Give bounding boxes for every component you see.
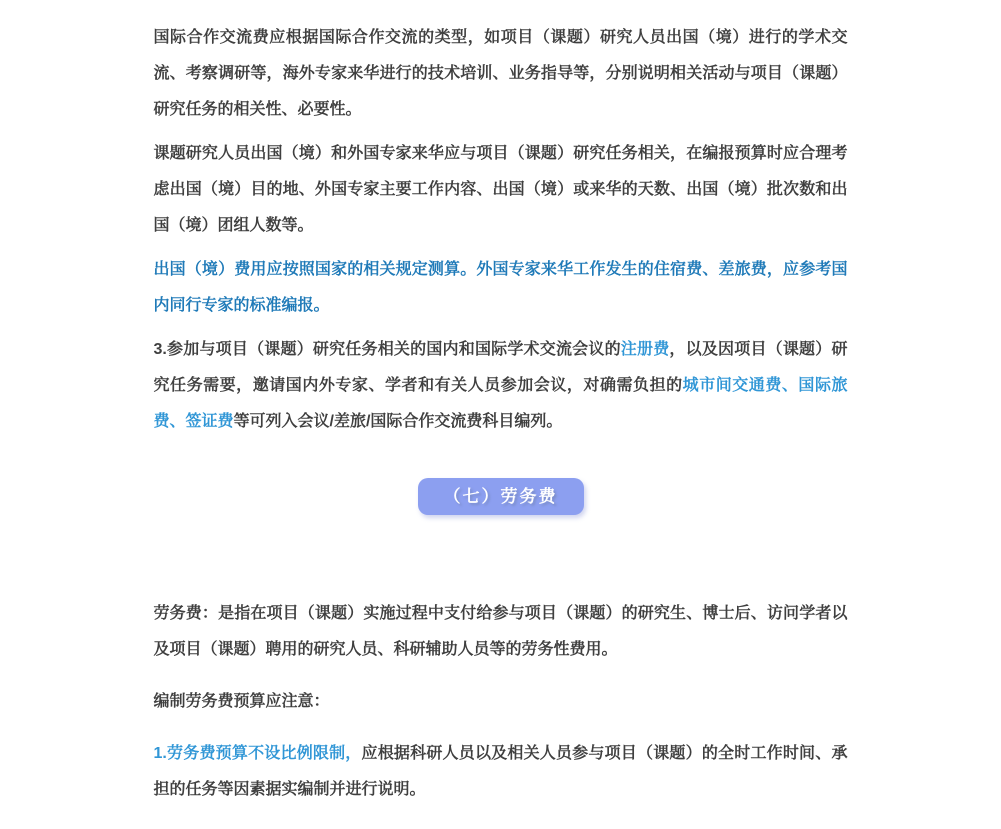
paragraph-abroad-relevance xyxy=(154,136,848,244)
text-segment: 应根据科研人员以及相关人员参与项目（课题）的全时工作时间、承担的任务等因素据实编制并进行说明。 xyxy=(153,745,848,798)
text-segment: 国际合作交流费应根据国际合作交流的类型，如项目（课题）研究人员出国（境）进行的学术交流、考察调研等，海外专家来华进行的技术培训、业务指导等，分别说明相关活动与项目（课题）研究任务的相关性、必要性。 xyxy=(153,29,848,118)
article-content xyxy=(154,0,848,808)
paragraph-labor-fee-definition xyxy=(154,596,848,668)
text-segment: 3.参加与项目（课题）研究任务相关的国内和国际学术交流会议的 xyxy=(153,341,621,358)
highlight-segment: 城市间交通费、国际旅费、签证费 xyxy=(153,377,848,430)
highlight-segment: 出国（境）费用应按照国家的相关规定测算。外国专家来华工作发生的住宿费、差旅费，应参考国内同行专家的标准编报。 xyxy=(153,261,848,314)
section-badge-labor-fee: （七）劳务费 xyxy=(418,478,584,515)
paragraph-intl-coop-types xyxy=(154,20,848,128)
text-segment: 劳务费：是指在项目（课题）实施过程中支付给参与项目（课题）的研究生、博士后、访问学者以及项目（课题）聘用的研究人员、科研辅助人员等的劳务性费用。 xyxy=(153,605,848,658)
paragraph-labor-budget-rule-1 xyxy=(154,736,848,808)
highlight-segment: 1.劳务费预算不设比例限制， xyxy=(153,745,362,762)
section-badge-row xyxy=(154,478,848,516)
text-segment: ，以及因项目（课题）研究任务需要，邀请国内外专家、学者和有关人员参加会议，对确需负担的 xyxy=(153,341,848,394)
paragraph-abroad-fee-rule xyxy=(154,252,848,324)
highlight-segment: 注册费 xyxy=(620,341,670,358)
text-segment: 编制劳务费预算应注意： xyxy=(153,693,330,710)
text-segment: 等可列入会议/差旅/国际合作交流费科目编列。 xyxy=(233,413,563,430)
paragraph-labor-budget-note-heading xyxy=(154,684,848,720)
text-segment: 课题研究人员出国（境）和外国专家来华应与项目（课题）研究任务相关，在编报预算时应合理考虑出国（境）目的地、外国专家主要工作内容、出国（境）或来华的天数、出国（境）批次数和出国（境）团组人数等。 xyxy=(153,145,848,234)
paragraph-conference-fees xyxy=(154,332,848,440)
